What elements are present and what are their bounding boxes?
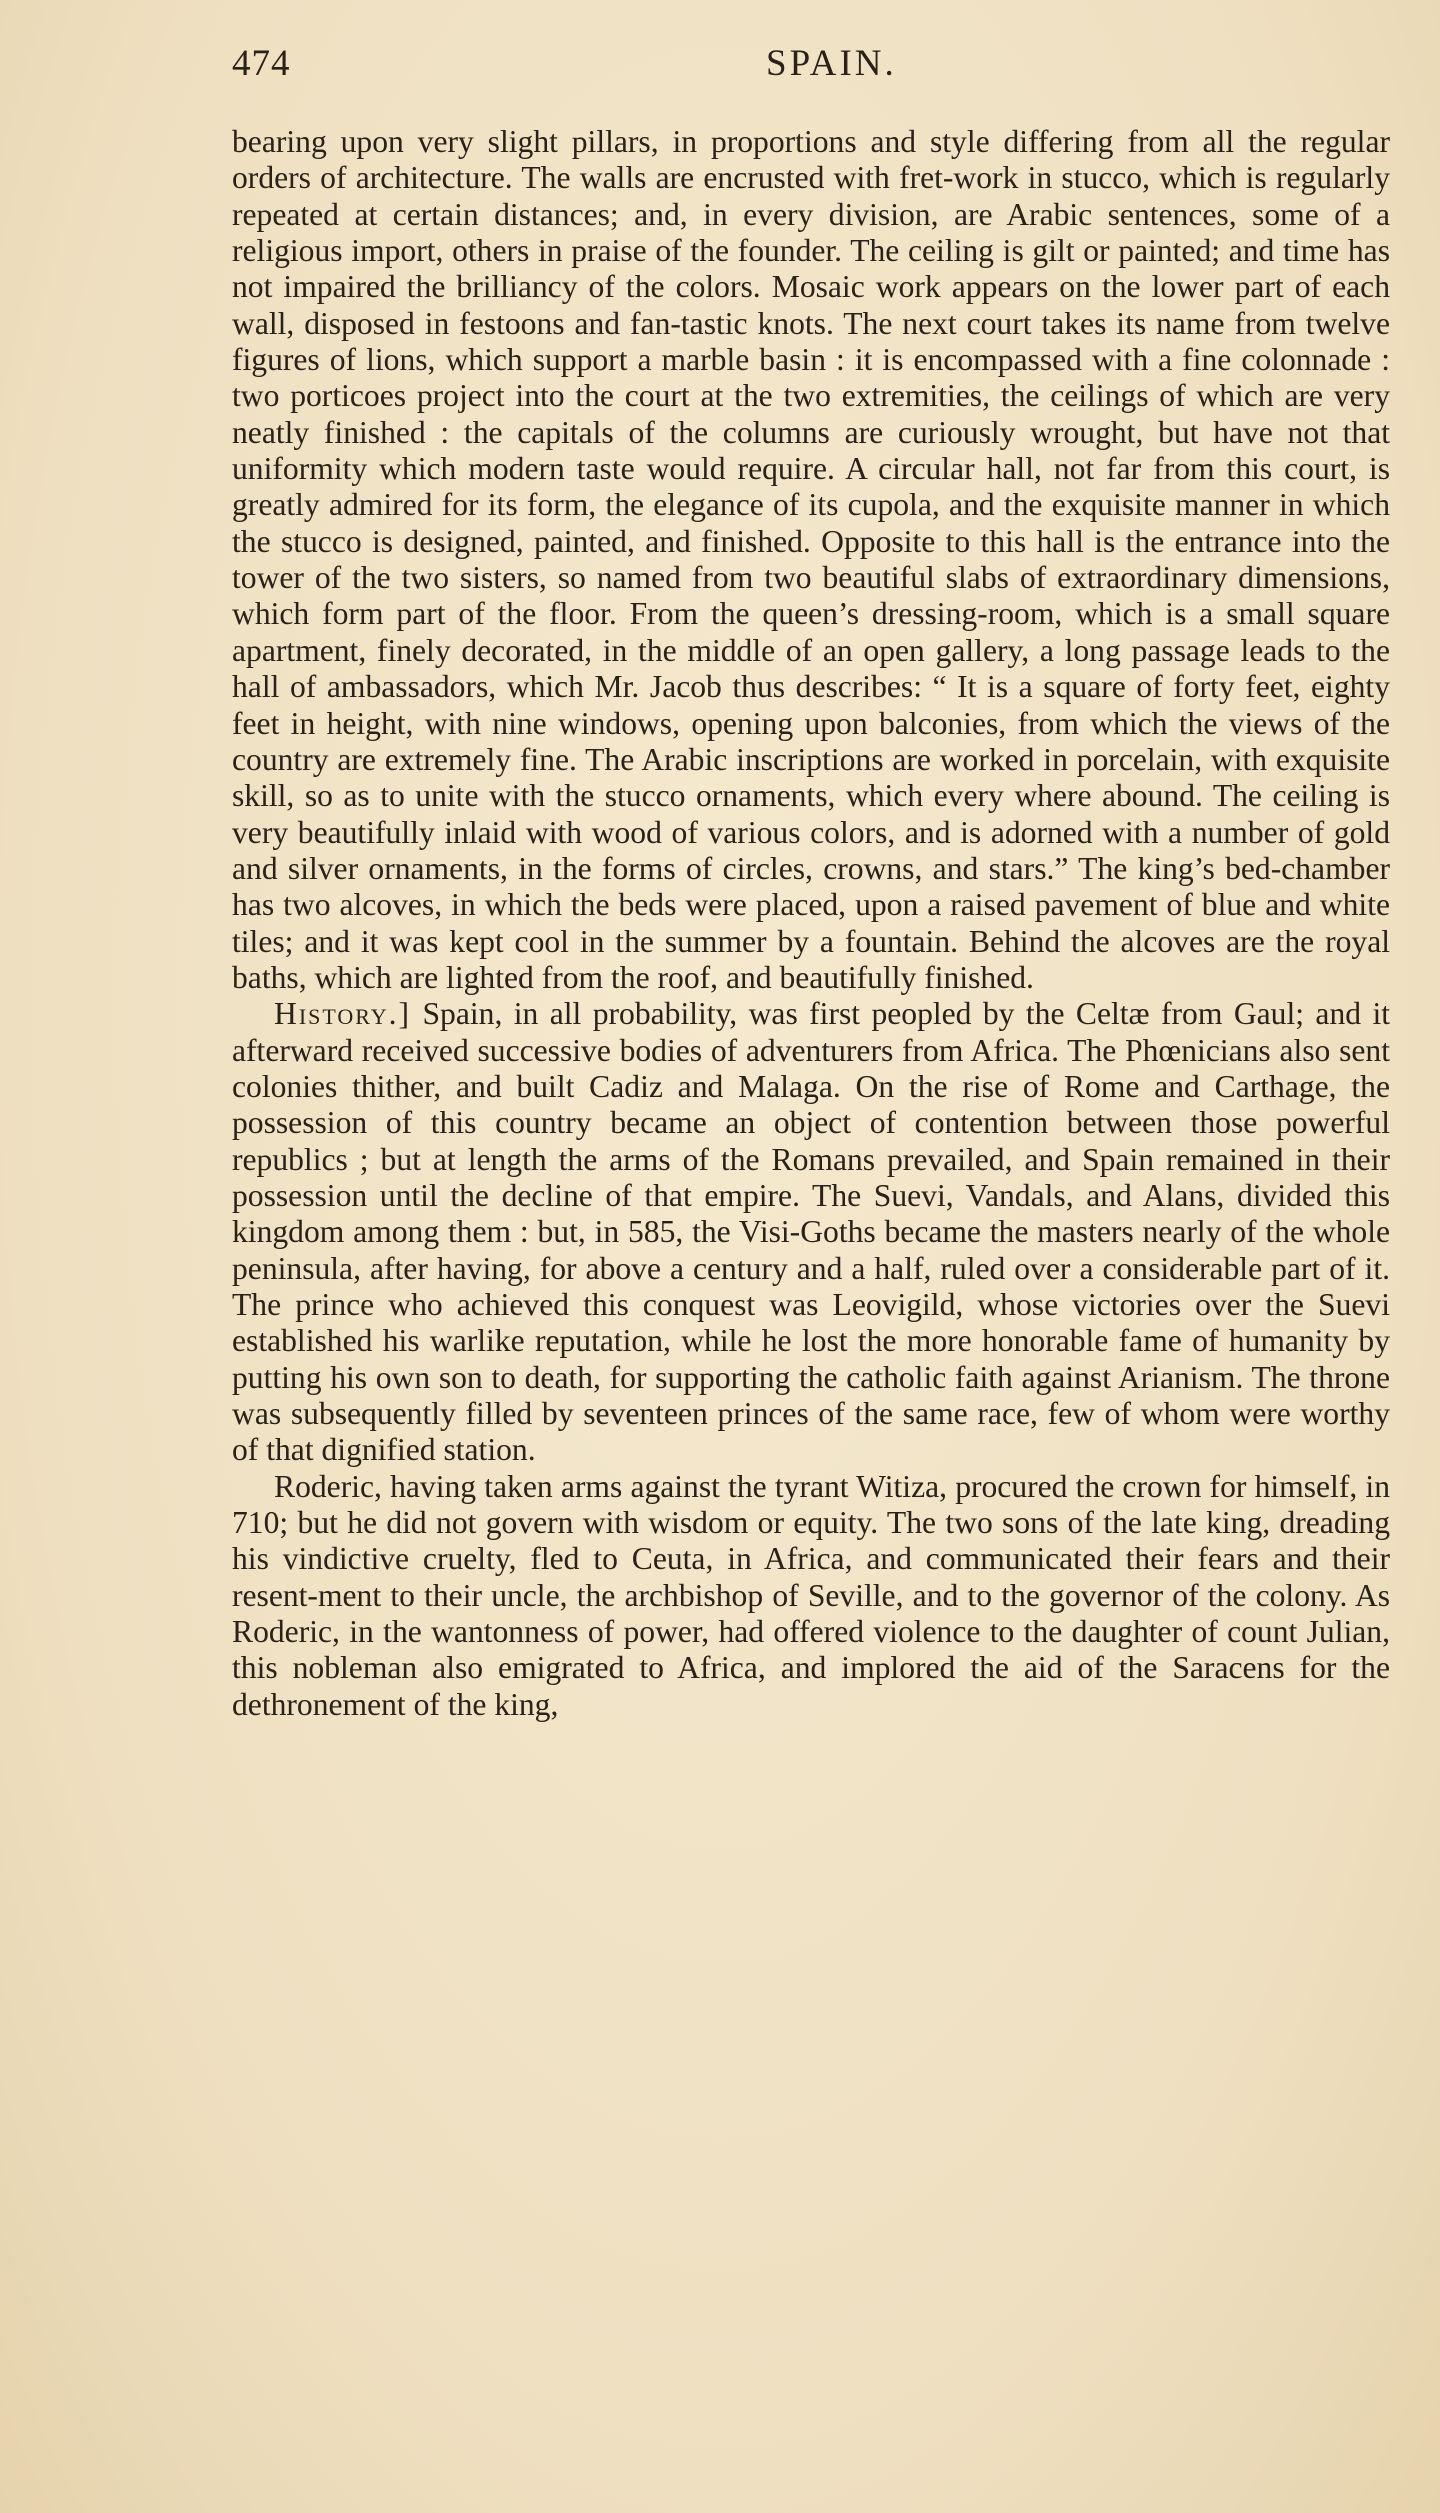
running-title: SPAIN.	[766, 43, 897, 84]
section-heading-history: History.]	[274, 996, 412, 1032]
paragraph-roderic: Roderic, having taken arms against the tyrant Witiza, procured the crown for himself, in 710; but he did not govern with wisdom or equity. The two sons of the late king, dreading his vindictive cruelty, fled to Ceuta, in Africa, and communicated their fears and their resent-ment to their uncle, the archbishop of Seville, and to the governor of the colony. As Roderic, in the wantonness of power, had offered violence to the daughter of count Julian, this nobleman also emigrated to Africa, and implored the aid of the Saracens for the dethronement of the king,	[232, 1468, 1390, 1722]
paragraph-description-of-alhambra: bearing upon very slight pillars, in proportions and style differing from all the regular orders of architecture. The walls are encrusted with fret-work in stucco, which is regularly repeated at certain distances; and, in every division, are Arabic sentences, some of a religious import, others in praise of the founder. The ceiling is gilt or painted; and time has not impaired the brilliancy of the colors. Mosaic work appears on the lower part of each wall, disposed in festoons and fan-tastic knots. The next court takes its name from twelve figures of lions, which support a marble basin : it is encompassed with a fine colonnade : two porticoes project into the court at the two extremities, the ceilings of which are very neatly finished : the capitals of the columns are curiously wrought, but have not that uniformity which modern taste would require. A circular hall, not far from this court, is greatly admired for its form, the elegance of its cupola, and the exquisite manner in which the stucco is designed, painted, and finished. Opposite to this hall is the entrance into the tower of the two sisters, so named from two beautiful slabs of extraordinary dimensions, which form part of the floor. From the queen’s dressing-room, which is a small square apartment, finely decorated, in the middle of an open gallery, a long passage leads to the hall of ambassadors, which Mr. Jacob thus describes: “ It is a square of forty feet, eighty feet in height, with nine windows, opening upon balconies, from which the views of the country are extremely fine. The Arabic inscriptions are worked in porcelain, with exquisite skill, so as to unite with the stucco ornaments, which every where abound. The ceiling is very beautifully inlaid with wood of various colors, and is adorned with a number of gold and silver ornaments, in the forms of circles, crowns, and stars.” The king’s bed-chamber has two alcoves, in which the beds were placed, upon a raised pavement of blue and white tiles; and it was kept cool in the summer by a fountain. Behind the alcoves are the royal baths, which are lighted from the roof, and beautifully finished.	[232, 124, 1390, 995]
running-head	[232, 42, 1390, 92]
body-text	[232, 124, 1390, 1723]
paragraph-history-text: Spain, in all probability, was first peopled by the Celtæ from Gaul; and it afterward received successive bodies of adventurers from Africa. The Phœnicians also sent colonies thither, and built Cadiz and Malaga. On the rise of Rome and Carthage, the possession of this country became an object of contention between those powerful republics ; but at length the arms of the Romans prevailed, and Spain remained in their possession until the decline of that empire. The Suevi, Vandals, and Alans, divided this kingdom among them : but, in 585, the Visi-Goths became the masters nearly of the whole peninsula, after having, for above a century and a half, ruled over a considerable part of it. The prince who achieved this conquest was Leovigild, whose victories over the Suevi established his warlike reputation, while he lost the more honorable fame of humanity by putting his own son to death, for supporting the catholic faith against Arianism. The throne was subsequently filled by seventeen princes of the same race, few of whom were worthy of that dignified station.	[232, 996, 1390, 1468]
page-number: 474	[232, 43, 291, 84]
paragraph-history	[232, 996, 1390, 1468]
